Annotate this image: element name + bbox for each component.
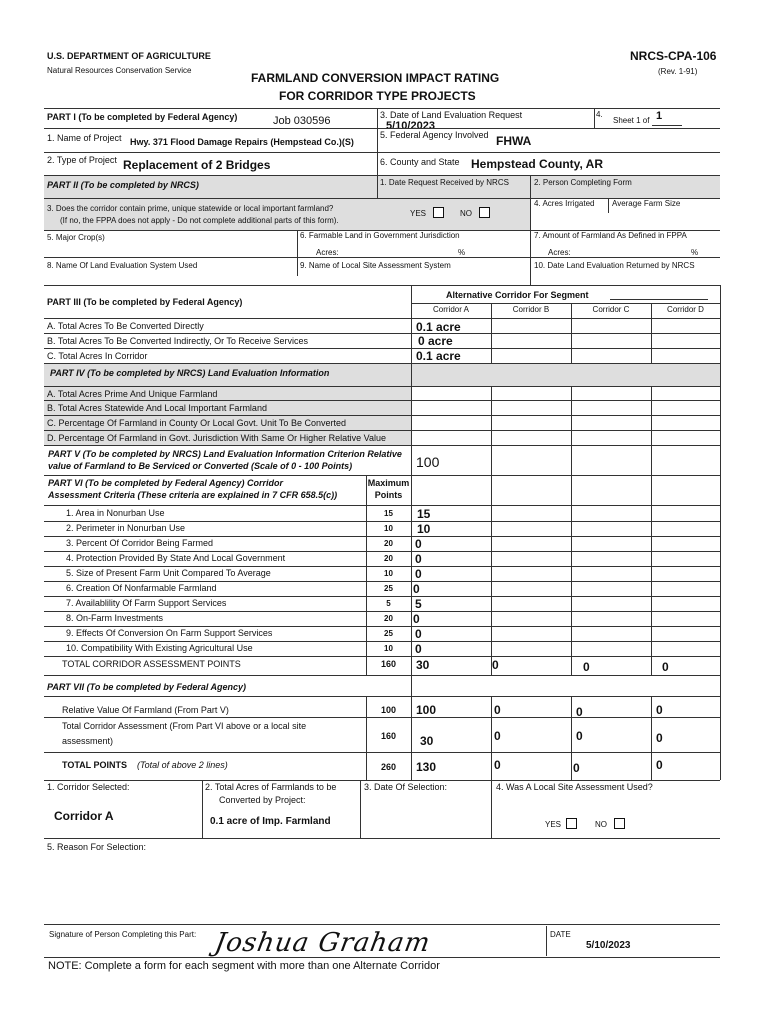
- criterion-corridor-a[interactable]: 15: [417, 507, 431, 521]
- total-corridor-max: 160: [380, 659, 397, 669]
- avg-farm-size-label: Average Farm Size: [612, 199, 681, 208]
- total-points-max: 260: [380, 762, 397, 772]
- part4-heading: PART IV (To be completed by NRCS) Land Evaluation Information: [50, 368, 330, 378]
- tca-d[interactable]: 0: [656, 731, 663, 745]
- criterion-max-points: 5: [386, 599, 391, 608]
- total-corridor-d[interactable]: 0: [662, 660, 669, 674]
- relative-value-label: Relative Value Of Farmland (From Part V): [62, 705, 229, 715]
- total-acres-label-2: Converted by Project:: [219, 795, 306, 805]
- rule: [44, 257, 297, 258]
- part3-row-b-label: B. Total Acres To Be Converted Indirectly, Or To Receive Services: [47, 336, 308, 346]
- rule: [44, 128, 720, 129]
- rule: [44, 838, 720, 839]
- rule: [44, 780, 720, 781]
- criterion-max-points: 25: [384, 629, 393, 638]
- footer-note: NOTE: Complete a form for each segment with more than one Alternate Corridor: [48, 960, 440, 972]
- county-value[interactable]: Hempstead County, AR: [471, 157, 604, 171]
- rule: [44, 675, 720, 676]
- federal-agency-label: 5. Federal Agency Involved: [380, 130, 489, 140]
- farmable-acres-label: Acres:: [316, 248, 339, 257]
- criterion-max-points: 10: [384, 644, 393, 653]
- corridor-a-header: Corridor A: [432, 305, 469, 314]
- land-eval-system-label: 8. Name Of Land Evaluation System Used: [47, 261, 198, 270]
- criterion-corridor-a[interactable]: 0: [415, 552, 422, 566]
- total-points-note: (Total of above 2 lines): [137, 760, 228, 770]
- part5-line2: value of Farmland to Be Serviced or Converted (Scale of 0 - 100 Points): [48, 461, 353, 471]
- date-of-selection-label: 3. Date Of Selection:: [364, 782, 448, 792]
- part4-row-a: A. Total Acres Prime And Unique Farmland: [47, 389, 218, 399]
- project-type-value[interactable]: Replacement of 2 Bridges: [123, 158, 271, 172]
- corridor-selected-value[interactable]: Corridor A: [54, 809, 114, 823]
- date-request-label: 3. Date of Land Evaluation Request: [380, 110, 523, 120]
- county-label: 6. County and State: [380, 157, 460, 167]
- local-site-yes-checkbox[interactable]: [566, 818, 577, 829]
- criterion-corridor-a[interactable]: 0: [413, 582, 420, 596]
- no-checkbox[interactable]: [479, 207, 490, 218]
- rule: [44, 521, 720, 522]
- rule: [651, 696, 652, 780]
- rule: [491, 303, 492, 363]
- farmland-fppa-label: 7. Amount of Farmland As Defined in FPPA: [534, 231, 687, 240]
- rule: [360, 780, 361, 838]
- corridor-question: 3. Does the corridor contain prime, unique statewide or local important farmland?: [47, 204, 334, 213]
- underline: [610, 299, 708, 300]
- part4-row-c: C. Percentage Of Farmland in County Or Local Govt. Unit To Be Converted: [47, 418, 346, 428]
- rule: [44, 581, 720, 582]
- total-points-label: TOTAL POINTS: [62, 760, 128, 770]
- part3-row-c-corridor-a[interactable]: 0.1 acre: [416, 349, 461, 363]
- criterion-label: 3. Percent Of Corridor Being Farmed: [66, 538, 214, 548]
- max-points-header-2: Points: [374, 490, 403, 500]
- rule: [377, 175, 378, 198]
- criterion-label: 2. Perimeter in Nonurban Use: [66, 523, 186, 533]
- criterion-corridor-a[interactable]: 0: [415, 627, 422, 641]
- relative-value-a[interactable]: 100: [416, 703, 437, 717]
- total-corridor-b[interactable]: 0: [492, 658, 499, 672]
- form-revision: (Rev. 1-91): [658, 67, 698, 76]
- criterion-max-points: 15: [384, 509, 393, 518]
- service-name: Natural Resources Conservation Service: [47, 66, 192, 75]
- part3-heading: PART III (To be completed by Federal Agency): [47, 297, 243, 307]
- rule: [44, 957, 720, 958]
- rule: [44, 475, 720, 476]
- rule: [44, 285, 720, 286]
- fppa-pct-label: %: [691, 248, 699, 257]
- total-points-b[interactable]: 0: [494, 758, 501, 772]
- acres-irrigated-label: 4. Acres Irrigated: [534, 199, 595, 208]
- signature[interactable]: Joshua Graham: [212, 928, 433, 958]
- part2-heading: PART II (To be completed by NRCS): [47, 180, 199, 190]
- date-signed[interactable]: 5/10/2023: [586, 940, 631, 951]
- criterion-max-points: 20: [384, 554, 393, 563]
- rule: [571, 386, 572, 675]
- farmable-land-label: 6. Farmable Land in Government Jurisdiction: [300, 231, 460, 240]
- rule: [608, 198, 609, 213]
- rule: [297, 230, 298, 276]
- rule: [44, 152, 720, 153]
- part4-shade: [411, 363, 720, 386]
- relative-value-c[interactable]: 0: [576, 705, 583, 719]
- tca-c[interactable]: 0: [576, 729, 583, 743]
- major-crops-label: 5. Major Crop(s): [47, 233, 105, 242]
- local-site-system-label: 9. Name of Local Site Assessment System: [300, 261, 451, 270]
- sheet-label: Sheet 1 of: [613, 116, 650, 125]
- form-title-line1: FARMLAND CONVERSION IMPACT RATING: [251, 71, 500, 85]
- rule: [44, 656, 720, 657]
- total-points-a[interactable]: 130: [416, 760, 437, 774]
- part5-line1: PART V (To be completed by NRCS) Land Evaluation Information Criterion Relative: [48, 449, 402, 459]
- fppa-acres-label: Acres:: [548, 248, 571, 257]
- tca-a[interactable]: 30: [420, 734, 434, 748]
- corridor-d-header: Corridor D: [667, 305, 704, 314]
- criterion-max-points: 20: [384, 614, 393, 623]
- total-corridor-label: TOTAL CORRIDOR ASSESSMENT POINTS: [62, 659, 241, 669]
- date-returned-label: 10. Date Land Evaluation Returned by NRCS: [534, 261, 695, 270]
- project-name-label: 1. Name of Project: [47, 133, 122, 143]
- total-acres-value[interactable]: 0.1 acre of Imp. Farmland: [210, 816, 331, 827]
- rule: [366, 696, 367, 780]
- criterion-label: 7. Availablility Of Farm Support Services: [66, 598, 227, 608]
- local-site-yes-label: YES: [545, 820, 562, 829]
- project-type-label: 2. Type of Project: [47, 155, 117, 165]
- rule: [44, 611, 720, 612]
- rule: [44, 752, 720, 753]
- rule: [44, 386, 720, 387]
- rule: [44, 348, 720, 349]
- rule: [411, 285, 412, 780]
- farmable-pct-label: %: [458, 248, 466, 257]
- criterion-corridor-a[interactable]: 10: [417, 522, 431, 536]
- rule: [571, 303, 572, 363]
- rule: [44, 430, 720, 431]
- rule: [44, 551, 720, 552]
- rule: [44, 641, 720, 642]
- criterion-label: 5. Size of Present Farm Unit Compared To Average: [66, 568, 271, 578]
- rule: [44, 108, 720, 109]
- part3-row-b-corridor-a[interactable]: 0 acre: [418, 334, 453, 348]
- criterion-label: 8. On-Farm Investments: [66, 613, 164, 623]
- agency-name: U.S. DEPARTMENT OF AGRICULTURE: [47, 51, 211, 61]
- rule: [44, 505, 720, 506]
- total-acres-label-1: 2. Total Acres of Farmlands to be: [205, 782, 337, 792]
- rule: [44, 363, 720, 364]
- date-request-value[interactable]: 5/10/2023: [386, 120, 435, 132]
- criterion-corridor-a[interactable]: 0: [415, 567, 422, 581]
- rule: [44, 566, 720, 567]
- signature-label: Signature of Person Completing this Part:: [49, 930, 197, 939]
- part3-row-c-label: C. Total Acres In Corridor: [47, 351, 148, 361]
- relative-value-d[interactable]: 0: [656, 703, 663, 717]
- rule: [44, 175, 720, 176]
- yes-checkbox[interactable]: [433, 207, 444, 218]
- criterion-label: 6. Creation Of Nonfarmable Farmland: [66, 583, 217, 593]
- total-points-c[interactable]: 0: [573, 761, 580, 775]
- rule: [202, 780, 203, 838]
- sheet-number-label: 4.: [596, 110, 603, 119]
- local-site-question: 4. Was A Local Site Assessment Used?: [496, 782, 653, 792]
- rule: [377, 108, 378, 175]
- total-points-d[interactable]: 0: [656, 758, 663, 772]
- part5-value[interactable]: 100: [416, 454, 440, 470]
- total-corridor-c[interactable]: 0: [583, 660, 590, 674]
- corridor-c-header: Corridor C: [592, 305, 630, 314]
- corridor-selected-label: 1. Corridor Selected:: [47, 782, 130, 792]
- part2-shade: [44, 198, 530, 230]
- part4-row-b: B. Total Acres Statewide And Local Important Farmland: [47, 403, 267, 413]
- criterion-max-points: 25: [384, 584, 393, 593]
- local-site-no-label: NO: [595, 820, 607, 829]
- local-site-no-checkbox[interactable]: [614, 818, 625, 829]
- project-name-value[interactable]: Hwy. 371 Flood Damage Repairs (Hempstead Co.)(S): [130, 137, 354, 147]
- tca-label-1: Total Corridor Assessment (From Part VI above or a local site: [62, 721, 307, 731]
- job-number: Job 030596: [273, 115, 331, 127]
- rule: [44, 924, 720, 925]
- corridor-b-header: Corridor B: [512, 305, 550, 314]
- criterion-label: 1. Area in Nonurban Use: [66, 508, 165, 518]
- rule: [44, 445, 720, 446]
- part4-row-d: D. Percentage Of Farmland in Govt. Jurisdiction With Same Or Higher Relative Value: [47, 433, 386, 443]
- rule: [651, 303, 652, 363]
- date-label: DATE: [550, 930, 571, 939]
- form-id: NRCS-CPA-106: [630, 49, 717, 63]
- rule: [366, 475, 367, 675]
- rule: [44, 415, 720, 416]
- rule: [491, 696, 492, 780]
- criterion-max-points: 10: [384, 569, 393, 578]
- sheet-total[interactable]: 1: [656, 110, 663, 122]
- form-title-line2: FOR CORRIDOR TYPE PROJECTS: [279, 89, 476, 103]
- underline: [652, 125, 682, 126]
- rule: [44, 717, 720, 718]
- part6-line1: PART VI (To be completed by Federal Agency) Corridor: [48, 478, 284, 488]
- rule: [44, 696, 720, 697]
- part6-line2: Assessment Criteria (These criteria are explained in 7 CFR 658.5(c)): [48, 490, 338, 500]
- criterion-corridor-a[interactable]: 5: [415, 597, 422, 611]
- part1-heading: PART I (To be completed by Federal Agency): [47, 112, 238, 122]
- rule: [571, 696, 572, 780]
- no-label: NO: [460, 209, 472, 218]
- yes-label: YES: [410, 209, 427, 218]
- rule: [491, 780, 492, 838]
- criterion-max-points: 10: [384, 524, 393, 533]
- date-received-label: 1. Date Request Received by NRCS: [380, 178, 509, 187]
- criterion-label: 10. Compatibility With Existing Agricultural Use: [66, 643, 253, 653]
- reason-label: 5. Reason For Selection:: [47, 842, 147, 852]
- tca-b[interactable]: 0: [494, 729, 501, 743]
- federal-agency-value[interactable]: FHWA: [496, 134, 532, 148]
- relative-value-b[interactable]: 0: [494, 703, 501, 717]
- rule: [546, 926, 547, 956]
- rule: [44, 536, 720, 537]
- person-completing-label: 2. Person Completing Form: [534, 178, 632, 187]
- criterion-corridor-a[interactable]: 0: [413, 612, 420, 626]
- rule: [44, 596, 720, 597]
- rule: [297, 257, 720, 258]
- total-corridor-a[interactable]: 30: [416, 658, 430, 672]
- rule: [594, 108, 595, 128]
- rule: [44, 626, 720, 627]
- corridor-question-note: (If no, the FPPA does not apply - Do not complete additional parts of this form).: [60, 216, 339, 225]
- tca-max: 160: [380, 731, 397, 741]
- rule: [44, 400, 720, 401]
- criterion-corridor-a[interactable]: 0: [415, 537, 422, 551]
- part7-heading: PART VII (To be completed by Federal Agency): [47, 682, 247, 692]
- rule: [651, 386, 652, 675]
- relative-value-max: 100: [380, 705, 397, 715]
- criterion-max-points: 20: [384, 539, 393, 548]
- part3-row-a-label: A. Total Acres To Be Converted Directly: [47, 321, 204, 331]
- criterion-label: 9. Effects Of Conversion On Farm Support Services: [66, 628, 273, 638]
- criterion-corridor-a[interactable]: 0: [415, 642, 422, 656]
- rule: [44, 318, 720, 319]
- alt-corridor-header: Alternative Corridor For Segment: [446, 290, 589, 300]
- rule: [491, 386, 492, 675]
- criterion-label: 4. Protection Provided By State And Local Government: [66, 553, 286, 563]
- rule: [720, 285, 721, 780]
- rule: [44, 333, 720, 334]
- tca-label-2: assessment): [62, 736, 114, 746]
- max-points-header-1: Maximum: [367, 478, 410, 488]
- part3-row-a-corridor-a[interactable]: 0.1 acre: [416, 320, 461, 334]
- rule: [411, 303, 720, 304]
